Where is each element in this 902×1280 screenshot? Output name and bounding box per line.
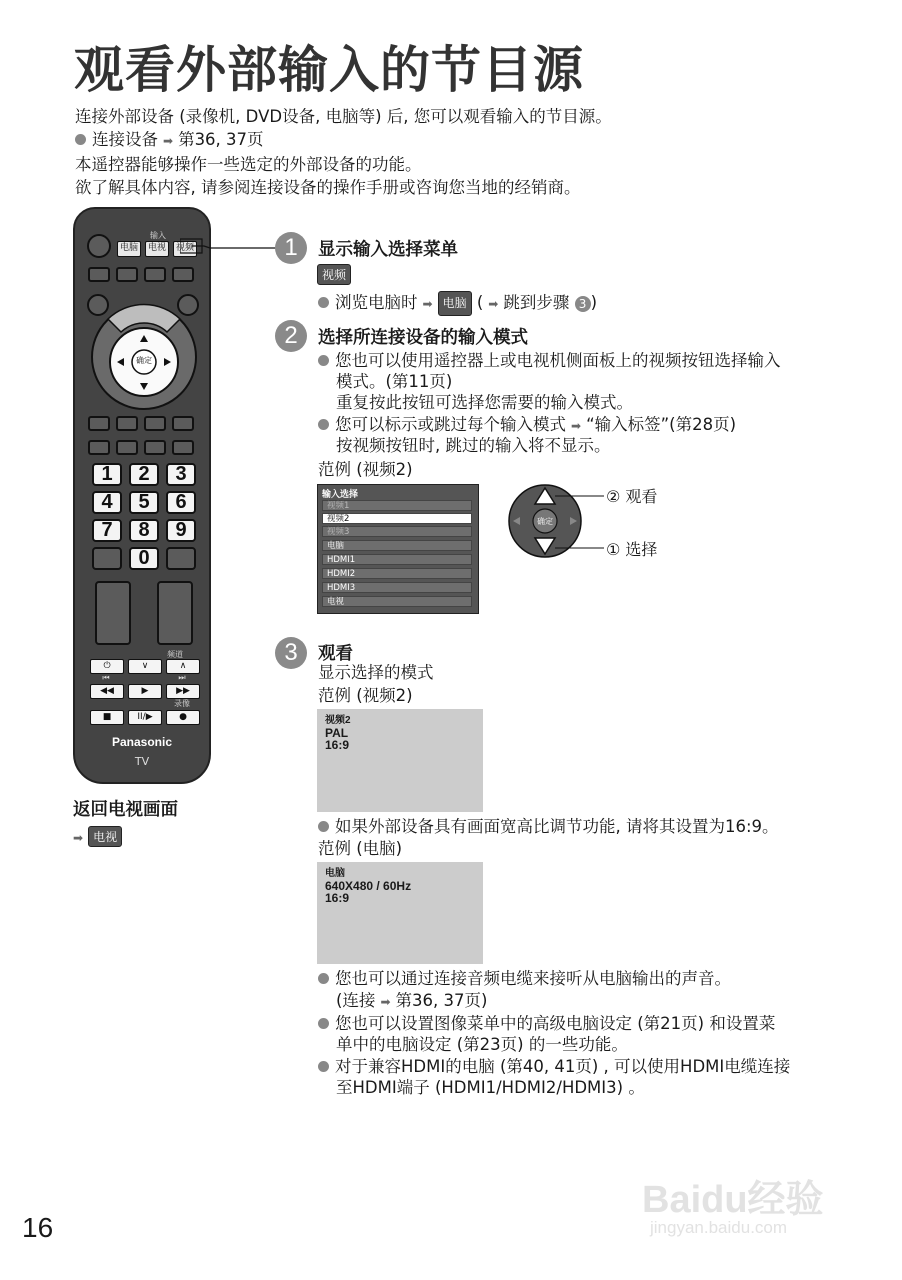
step-1-badge: 1 [275, 232, 307, 264]
intro-line3: 本遥控器能够操作一些选定的外部设备的功能。 [75, 155, 422, 174]
pc-button[interactable]: 电脑 [117, 241, 141, 257]
watermark-url: jingyan.baidu.com [650, 1218, 788, 1237]
surround-button[interactable] [116, 440, 138, 455]
page-title: 观看外部输入的节目源 [74, 41, 584, 99]
index-button[interactable] [144, 416, 166, 431]
screen-pc [317, 862, 483, 964]
menu-item-hdmi3[interactable]: HDMI3 [322, 582, 472, 593]
arrow-icon: ➡ [73, 831, 84, 845]
step-3-title: 观看 [318, 644, 353, 664]
number-key-8[interactable]: 8 [129, 519, 159, 542]
intro [75, 105, 612, 199]
screen-pc-source: 电脑 [325, 868, 345, 879]
nav-watch-label: ② 观看 [606, 487, 658, 506]
aspect-button[interactable] [88, 440, 110, 455]
menu-item-av3[interactable]: 视频3 [322, 526, 472, 537]
pointer-line [180, 230, 290, 270]
step-2-bullet1-line1 [318, 350, 781, 371]
step-3-note1 [318, 816, 779, 837]
number-key-6[interactable]: 6 [166, 491, 196, 514]
return-title: 返回电视画面 [73, 800, 178, 820]
step-1-bullet: 浏览电脑时 ➡ 电脑 ( ➡ 跳到步骤 3 ) [318, 291, 597, 316]
number-key-3[interactable]: 3 [166, 463, 196, 486]
brand-logo: Panasonic [111, 735, 173, 749]
blank-key-right[interactable] [166, 547, 196, 570]
menu-item-hdmi1[interactable]: HDMI1 [322, 554, 472, 565]
rewind-button[interactable]: ◀◀ [90, 684, 124, 699]
step-3-b3-line1 [318, 1056, 790, 1077]
step-3-b1-l2a: (连接 [336, 991, 376, 1010]
step-3-b3-line2: 至HDMI端子 (HDMI1/HDMI2/HDMI3) 。 [336, 1078, 645, 1097]
step-2-b2-l1a: 您可以标示或跳过每个输入模式 [335, 415, 566, 434]
color-button-green[interactable] [116, 267, 138, 282]
step-1-bullet-text: 浏览电脑时 [335, 293, 418, 312]
model-label: TV [134, 755, 150, 768]
step-2-b2-l1b: “输入标签”(第28页) [586, 415, 737, 434]
step-3-example2: 范例 (电脑) [318, 839, 403, 858]
record-label: 录像 [174, 699, 190, 708]
channel-label: 频道 [167, 650, 183, 659]
step-2-bullet2-line1 [318, 414, 736, 437]
screen-pc-aspect: 16:9 [325, 891, 350, 905]
step-2-bullet1-line3: 重复按此按钮可选择您需要的输入模式。 [336, 393, 633, 412]
channel-rocker[interactable] [157, 581, 193, 645]
bullet-icon [318, 419, 329, 430]
intro-line4: 欲了解具体内容, 请参阅连接设备的操作手册或咨询您当地的经销商。 [75, 178, 581, 197]
arrow-icon: ➡ [571, 419, 582, 433]
screen-av2-info [325, 715, 351, 751]
menu-item-pc[interactable]: 电脑 [322, 540, 472, 551]
fast-forward-button[interactable]: ▶▶ [166, 684, 200, 699]
skip-back-icon: ⏮ [102, 673, 110, 682]
av-button[interactable]: 视频 [173, 241, 197, 257]
step-3-b3-l1: 对于兼容HDMI的电脑 (第40, 41页) , 可以使用HDMI电缆连接 [335, 1057, 791, 1076]
page-number: 16 [22, 1212, 54, 1243]
step-3-b1-l2b: 第36, 37页) [395, 991, 488, 1010]
screen-pc-info [325, 868, 411, 904]
number-key-7[interactable]: 7 [92, 519, 122, 542]
bullet-icon [318, 1061, 329, 1072]
step-2-example: 范例 (视频2) [318, 460, 413, 479]
bullet-icon [318, 973, 329, 984]
step-3-b1-line1 [318, 968, 731, 989]
step-3-b1-l1: 您也可以通过连接音频电缆来接听从电脑输出的声音。 [335, 969, 731, 988]
menu-item-av2[interactable]: 视频2 [322, 513, 472, 524]
option-button[interactable] [88, 416, 110, 431]
menu-item-av1[interactable]: 视频1 [322, 500, 472, 511]
bullet-icon [318, 821, 329, 832]
menu-item-hdmi2[interactable]: HDMI2 [322, 568, 472, 579]
step-2-title: 选择所连接设备的输入模式 [318, 328, 528, 348]
nav-select-label: ① 选择 [606, 540, 658, 559]
skip-forward-icon: ⏭ [178, 673, 186, 682]
step-3-ref-badge: 3 [575, 296, 591, 312]
bullet-icon [75, 134, 86, 145]
arrow-icon: ➡ [163, 134, 174, 148]
step-2-badge: 2 [275, 320, 307, 352]
watermark [642, 1150, 852, 1250]
mute-button[interactable] [144, 440, 166, 455]
color-button-red[interactable] [88, 267, 110, 282]
nav-ok-label: 确定 [537, 517, 553, 526]
screen-av2 [317, 709, 483, 812]
bullet-icon [318, 355, 329, 366]
watermark-logo: Baidu经验 [642, 1179, 824, 1221]
input-label: 输入 [150, 231, 166, 240]
screen-av2-system: PAL [325, 726, 349, 740]
recall-button[interactable] [172, 440, 194, 455]
number-key-4[interactable]: 4 [92, 491, 122, 514]
intro-line2-text: 连接设备 [92, 130, 158, 149]
screen-av2-source: 视频2 [325, 715, 351, 726]
step-3-sub: 显示选择的模式 [318, 663, 434, 682]
number-key-5[interactable]: 5 [129, 491, 159, 514]
return-instruction [73, 826, 122, 847]
bullet-icon [318, 1018, 329, 1029]
intro-line1: 连接外部设备 (录像机, DVD设备, 电脑等) 后, 您可以观看输入的节目源。 [75, 107, 612, 126]
number-key-1[interactable]: 1 [92, 463, 122, 486]
stop-button[interactable]: ■ [90, 710, 124, 725]
text-button[interactable] [116, 416, 138, 431]
play-button[interactable]: ▶ [128, 684, 162, 699]
step-3-badge: 3 [275, 637, 307, 669]
blank-key[interactable] [92, 547, 122, 570]
input-select-menu [317, 484, 479, 614]
step-3-b2-line1 [318, 1013, 775, 1034]
screen-av2-aspect: 16:9 [325, 738, 350, 752]
step-1-title: 显示输入选择菜单 [318, 240, 458, 260]
channel-up-button[interactable]: ∧ [166, 659, 200, 674]
pause-button[interactable]: II/▶ [128, 710, 162, 725]
step-3-b2-l1: 您也可以设置图像菜单中的高级电脑设定 (第21页) 和设置菜 [335, 1014, 776, 1033]
color-button-yellow[interactable] [144, 267, 166, 282]
number-key-2[interactable]: 2 [129, 463, 159, 486]
power-button[interactable] [87, 234, 111, 258]
step-2-bullet1-line2: 模式。(第11页) [336, 372, 453, 391]
step-1-key [317, 264, 351, 285]
pc-key: 电脑 [438, 291, 472, 316]
arrow-icon: ➡ [422, 297, 433, 311]
tv-button[interactable]: 电视 [145, 241, 169, 257]
record-button[interactable]: ● [166, 710, 200, 725]
intro-line2-ref: 第36, 37页 [178, 130, 264, 149]
number-key-9[interactable]: 9 [166, 519, 196, 542]
intro-line2 [75, 128, 612, 153]
number-key-0[interactable]: 0 [129, 547, 159, 570]
bullet-icon [318, 297, 329, 308]
menu-item-tv[interactable]: 电视 [322, 596, 472, 607]
step-1-bullet-suffix: 跳到步骤 [503, 293, 570, 312]
menu-title: 输入选择 [322, 490, 359, 500]
ok-button[interactable]: 确定 [136, 356, 152, 365]
step-3-note1-text: 如果外部设备具有画面宽高比调节功能, 请将其设置为16:9。 [335, 817, 779, 836]
remote-control [73, 207, 211, 784]
arrow-icon: ➡ [488, 297, 499, 311]
arrow-icon: ➡ [380, 995, 391, 1009]
power-small-button[interactable]: ⏻ [90, 659, 124, 674]
screen-pc-resolution: 640X480 / 60Hz [325, 879, 412, 893]
step-3-b1-line2 [336, 990, 487, 1013]
step-2-b1-l1: 您也可以使用遥控器上或电视机侧面板上的视频按钮选择输入 [335, 351, 781, 370]
tv-key: 电视 [88, 826, 122, 847]
step-2-bullet2-line2: 按视频按钮时, 跳过的输入将不显示。 [336, 436, 611, 455]
channel-down-button[interactable]: ∨ [128, 659, 162, 674]
volume-rocker[interactable] [95, 581, 131, 645]
step-3-b2-line2: 单中的电脑设定 (第23页) 的一些功能。 [336, 1035, 628, 1054]
hold-button[interactable] [172, 416, 194, 431]
step-3-example1: 范例 (视频2) [318, 686, 413, 705]
av-key: 视频 [317, 264, 351, 285]
